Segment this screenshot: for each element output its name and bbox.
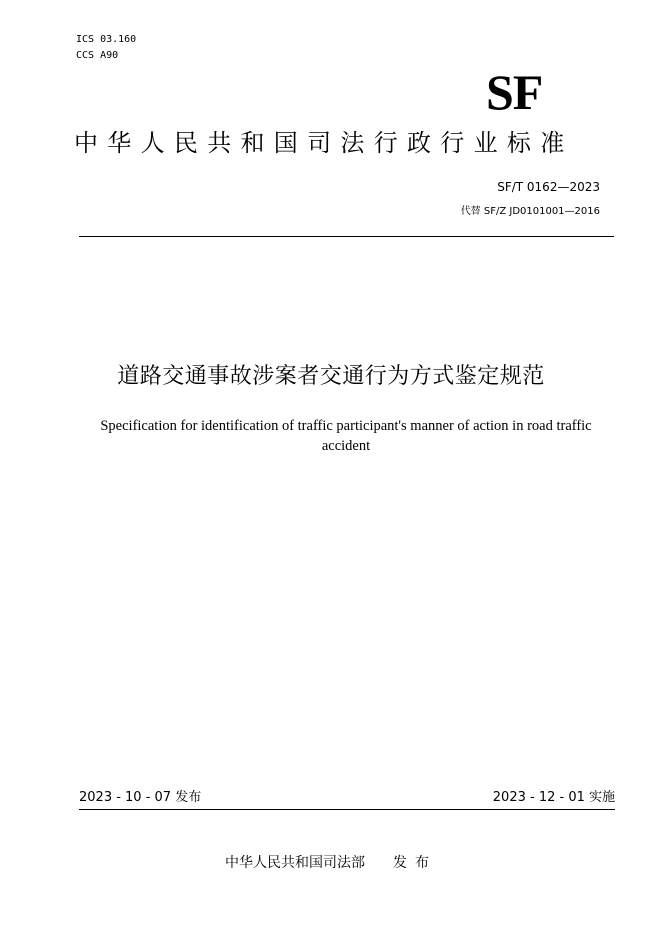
- footer-divider: [79, 809, 615, 810]
- ics-code: ICS 03.160: [76, 34, 137, 45]
- document-title-english: Specification for identification of traffic participant's manner of action in road traffic accident: [100, 418, 592, 454]
- standard-category-title: 中华人民共和国司法行政行业标准: [74, 129, 574, 157]
- issuing-authority: [0, 852, 662, 874]
- ccs-code: CCS A90: [76, 50, 119, 61]
- sf-logo: SF: [486, 64, 543, 120]
- issuer-action: 发布: [393, 855, 437, 871]
- document-title-chinese: 道路交通事故涉案者交通行为方式鉴定规范: [117, 364, 545, 389]
- replaced-standard: 代替 SF/Z JD0101001—2016: [460, 206, 600, 217]
- issue-date: 2023 - 10 - 07 发布: [79, 790, 202, 805]
- classification-codes: [76, 32, 136, 64]
- header-divider: [79, 236, 614, 237]
- standard-number: SF/T 0162—2023: [497, 180, 600, 194]
- issuer-name: 中华人民共和国司法部: [225, 855, 365, 871]
- implementation-date: 2023 - 12 - 01 实施: [492, 790, 615, 805]
